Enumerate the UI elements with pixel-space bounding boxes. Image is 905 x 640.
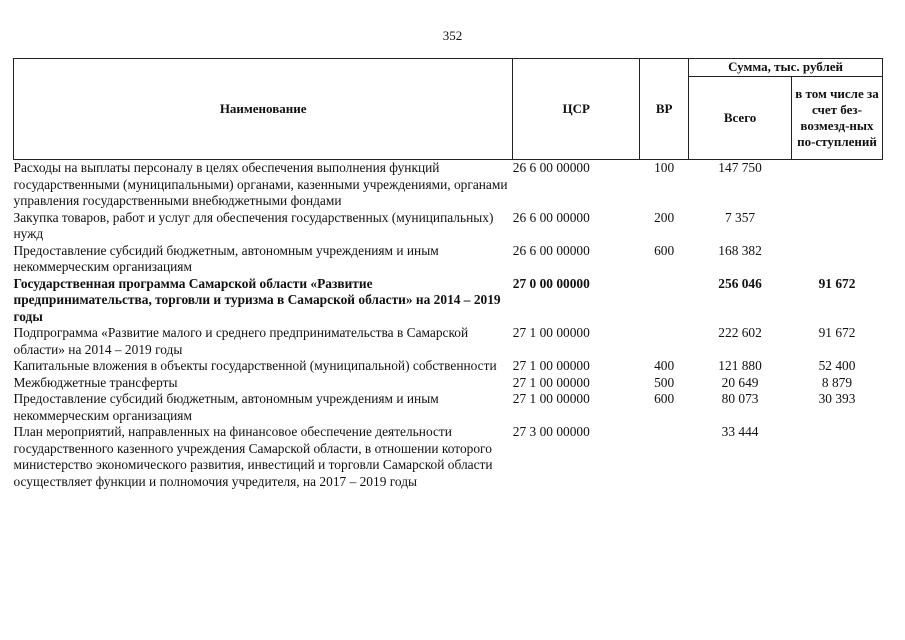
row-name-cell: Расходы на выплаты персоналу в целях обеспечения выполнения функций государственными (муниципальными) органами, казенными учреждениями, органами управления государственными внебюджетными фондами [13,160,508,208]
row-name-cell: Межбюджетные трансферты [13,374,178,390]
row-vr-cell: 500 [654,374,675,390]
header-csr: ЦСР [513,59,640,160]
table-row [14,160,883,210]
header-name: Наименование [14,59,513,160]
row-csr-cell: 27 0 00 00000 [512,275,590,291]
row-csr-cell: 26 6 00 00000 [512,209,590,225]
row-name-cell: Капитальные вложения в объекты государственной (муниципальной) собственности [13,358,497,373]
row-name-cell: Государственная программа Самарской области «Развитие предпринимательства, торговли и туризма в Самарской области» на 2014 – 2019 годы [13,275,501,324]
header-sum-group: Сумма, тыс. рублей [689,59,883,77]
row-extra-cell [792,243,883,276]
row-vr-cell [640,325,689,358]
row-name-cell: Предоставление субсидий бюджетным, автономным учреждениям и иным некоммерческим организациям [13,242,439,274]
row-vr-cell: 400 [654,358,675,373]
row-csr-cell: 27 1 00 00000 [512,325,590,340]
row-vr-cell: 100 [654,160,675,175]
row-name-cell: Предоставление субсидий бюджетным, автономным учреждениям и иным некоммерческим организациям [13,391,439,423]
row-extra-cell: 52 400 [818,358,856,373]
row-extra-cell: 30 393 [818,391,856,406]
row-csr-cell: 26 6 00 00000 [512,242,590,258]
table-row [14,424,883,490]
table-row [14,358,883,375]
row-total-cell: 222 602 [718,325,762,340]
row-extra-cell [792,210,883,243]
row-extra-cell: 8 879 [821,374,853,390]
header-extra: в том числе за счет без-возмезд-ных по-ступлений [792,77,883,160]
table-row [14,325,883,358]
page-number: 352 [442,28,463,43]
row-extra-cell [792,160,883,210]
row-total-cell: 80 073 [721,391,759,406]
row-total-cell: 7 357 [724,209,756,225]
row-csr-cell: 27 1 00 00000 [512,374,590,390]
row-name-cell: Закупка товаров, работ и услуг для обеспечения государственных (муниципальных) нужд [13,209,494,241]
row-extra-cell: 91 672 [818,325,856,340]
row-vr-cell: 600 [654,242,675,258]
table-row [14,375,883,392]
row-vr-cell [640,276,689,326]
row-csr-cell: 27 1 00 00000 [512,358,590,373]
row-total-cell: 121 880 [718,358,762,373]
row-total-cell: 20 649 [721,374,759,390]
table-row [14,210,883,243]
row-csr-cell: 27 1 00 00000 [512,391,590,406]
header-vr: ВР [640,59,689,160]
row-total-cell: 33 444 [721,424,759,439]
table-row [14,276,883,326]
row-total-cell: 147 750 [718,160,762,175]
row-total-cell: 168 382 [718,242,762,258]
table-body [14,160,883,491]
row-vr-cell: 200 [654,209,675,225]
row-csr-cell: 26 6 00 00000 [512,160,590,175]
budget-table [13,58,883,490]
row-extra-cell [792,424,883,490]
row-vr-cell: 600 [654,391,675,406]
row-vr-cell [640,424,689,490]
table-row [14,391,883,424]
row-name-cell: План мероприятий, направленных на финансовое обеспечение деятельности государственного казенного учреждения Самарской области, в отношении которого министерство экономического развития, инвестиций и торговли Самарской области осуществляет функции и полномочия учредителя, на 2017 – 2019 годы [13,424,493,489]
row-extra-cell: 91 672 [818,275,856,291]
table-row [14,243,883,276]
header-total: Всего [689,77,792,160]
row-total-cell: 256 046 [718,275,762,291]
row-csr-cell: 27 3 00 00000 [512,424,590,439]
row-name-cell: Подпрограмма «Развитие малого и среднего предпринимательства в Самарской области» на 2014 – 2019 годы [13,325,469,357]
